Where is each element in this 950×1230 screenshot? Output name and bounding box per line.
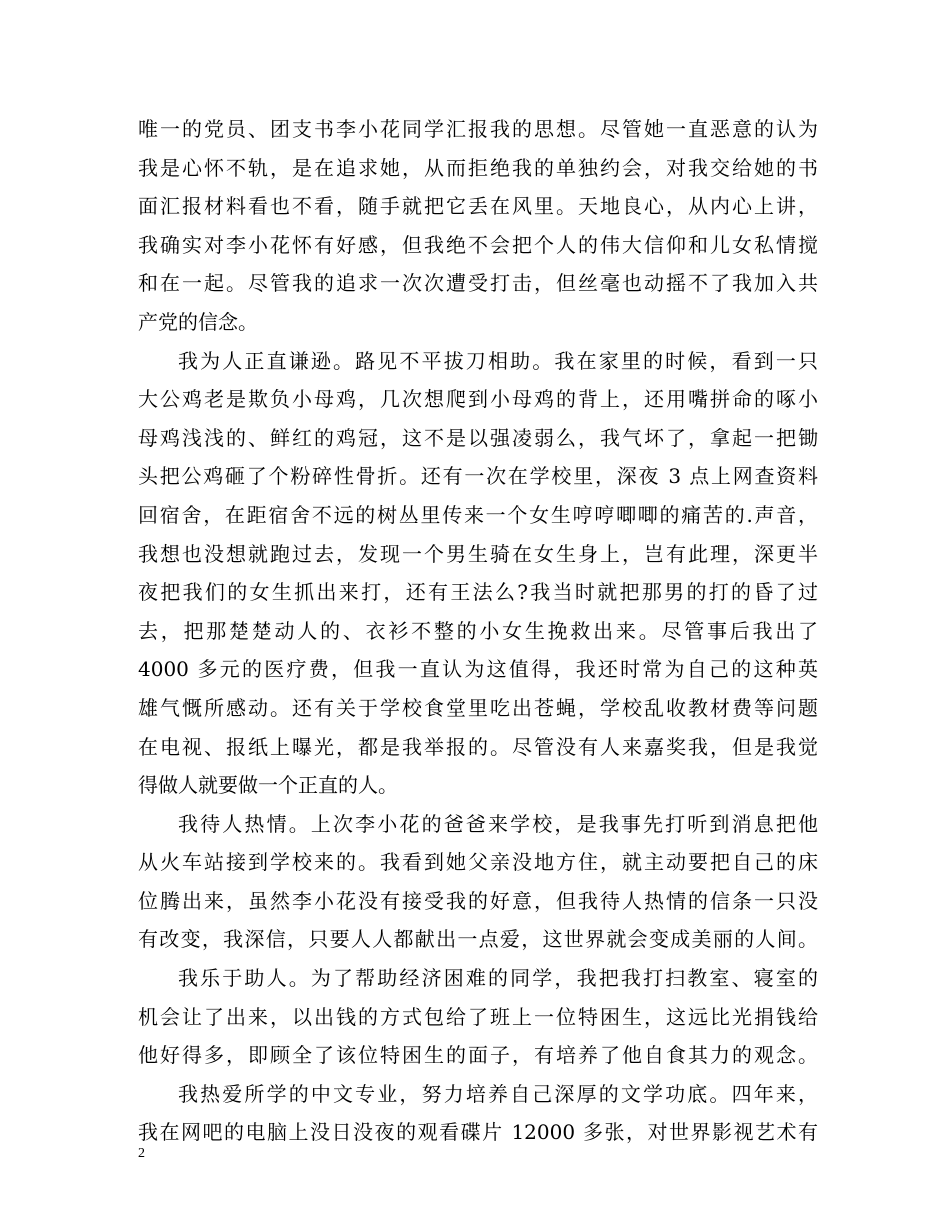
text-line: 产党的信念。 [138,309,258,334]
text-line: 母鸡浅浅的、鲜红的鸡冠，这不是以强凌弱么，我气坏了，拿起一把锄 [138,425,818,450]
text-line: 我热爱所学的中文专业，努力培养自己深厚的文学功底。四年来， [178,1081,818,1106]
text-line: 在电视、报纸上曝光，都是我举报的。尽管没有人来嘉奖我，但是我觉 [138,734,818,759]
text-line: 去，把那楚楚动人的、衣衫不整的小女生挽救出来。尽管事后我出了 [138,618,818,643]
page-number: 2 [138,1146,145,1161]
text-line: 他好得多，即顾全了该位特困生的面子，有培养了他自食其力的观念。 [138,1043,818,1068]
text-line: 从火车站接到学校来的。我看到她父亲没地方住，就主动要把自己的床 [138,850,818,875]
text-line: 雄气慨所感动。还有关于学校食堂里吃出苍蝇，学校乱收教材费等问题 [138,695,818,720]
text-line: 我待人热情。上次李小花的爸爸来学校，是我事先打听到消息把他 [178,811,818,836]
text-line: 夜把我们的女生抓出来打，还有王法么?我当时就把那男的打的昏了过 [138,580,818,605]
text-line: 4000 多元的医疗费，但我一直认为这值得，我还时常为自己的这种英 [138,657,818,682]
text-line: 我想也没想就跑过去，发现一个男生骑在女生身上，岂有此理，深更半 [138,541,818,566]
text-line: 和在一起。尽管我的追求一次次遭受打击，但丝毫也动摇不了我加入共 [138,271,818,296]
text-line: 我乐于助人。为了帮助经济困难的同学，我把我打扫教室、寝室的 [178,966,818,991]
text-line: 我为人正直谦逊。路见不平拔刀相助。我在家里的时候，看到一只 [178,348,818,373]
text-line: 我在网吧的电脑上没日没夜的观看碟片 12000 多张，对世界影视艺术有 [138,1120,818,1145]
text-line: 有改变，我深信，只要人人都献出一点爱，这世界就会变成美丽的人间。 [138,927,818,952]
body-text [138,110,818,1152]
text-line: 得做人就要做一个正直的人。 [138,773,398,798]
text-line: 机会让了出来，以出钱的方式包给了班上一位特困生，这远比光捐钱给 [138,1004,818,1029]
text-line: 回宿舍，在距宿舍不远的树丛里传来一个女生哼哼唧唧的痛苦的.声音， [138,502,818,527]
text-line: 我确实对李小花怀有好感，但我绝不会把个人的伟大信仰和儿女私情搅 [138,232,818,257]
text-line: 唯一的党员、团支书李小花同学汇报我的思想。尽管她一直恶意的认为 [138,117,818,141]
text-line: 面汇报材料看也不看，随手就把它丢在风里。天地良心，从内心上讲， [138,194,818,219]
text-line: 我是心怀不轨，是在追求她，从而拒绝我的单独约会，对我交给她的书 [138,155,818,180]
text-line: 大公鸡老是欺负小母鸡，几次想爬到小母鸡的背上，还用嘴拼命的啄小 [138,387,818,412]
text-line: 位腾出来，虽然李小花没有接受我的好意，但我待人热情的信条一只没 [138,888,818,913]
text-line: 头把公鸡砸了个粉碎性骨折。还有一次在学校里，深夜 3 点上网查资料 [138,464,818,489]
